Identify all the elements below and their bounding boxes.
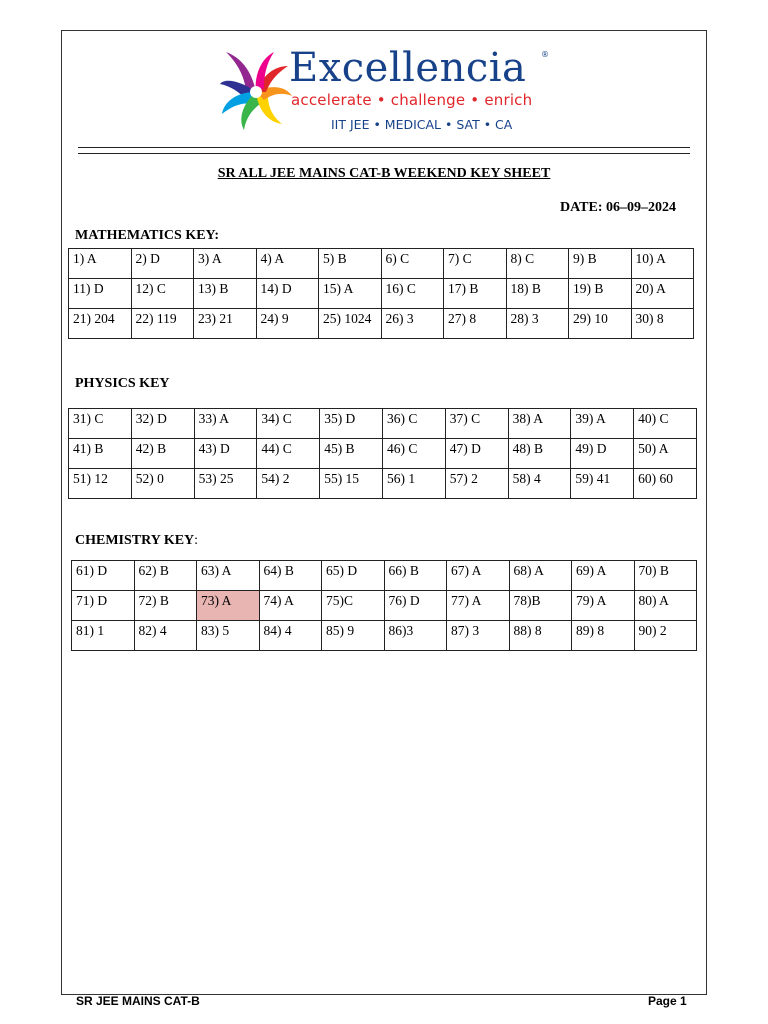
separator-rule	[78, 147, 690, 154]
mathematics-key-table	[68, 248, 694, 339]
answer-cell: 46) C	[382, 439, 445, 469]
answer-cell: 70) B	[634, 561, 697, 591]
answer-cell: 35) D	[320, 409, 383, 439]
answer-cell: 45) B	[320, 439, 383, 469]
answer-cell: 31) C	[69, 409, 132, 439]
answer-cell: 43) D	[194, 439, 257, 469]
answer-cell: 47) D	[445, 439, 508, 469]
registered-mark: ®	[541, 50, 549, 59]
brand-name: Excellencia	[289, 45, 527, 91]
answer-cell: 54) 2	[257, 469, 320, 499]
table-row	[72, 561, 697, 591]
answer-cell: 16) C	[381, 279, 444, 309]
answer-cell: 58) 4	[508, 469, 571, 499]
answer-cell: 89) 8	[572, 621, 635, 651]
footer-page-number: Page 1	[648, 994, 687, 1008]
answer-cell: 37) C	[445, 409, 508, 439]
answer-cell: 26) 3	[381, 309, 444, 339]
table-row	[72, 621, 697, 651]
answer-cell: 4) A	[256, 249, 319, 279]
answer-cell: 82) 4	[134, 621, 197, 651]
answer-cell: 52) 0	[131, 469, 194, 499]
physics-heading	[75, 376, 170, 392]
answer-cell: 55) 15	[320, 469, 383, 499]
answer-cell: 50) A	[634, 439, 697, 469]
answer-cell: 27) 8	[444, 309, 507, 339]
footer-left: SR JEE MAINS CAT-B	[76, 994, 200, 1008]
mathematics-heading-text: MATHEMATICS KEY:	[75, 228, 220, 243]
answer-cell: 72) B	[134, 591, 197, 621]
answer-cell: 83) 5	[197, 621, 260, 651]
chemistry-heading	[75, 533, 198, 549]
answer-cell: 49) D	[571, 439, 634, 469]
answer-cell: 36) C	[382, 409, 445, 439]
answer-cell: 21) 204	[69, 309, 132, 339]
answer-cell: 32) D	[131, 409, 194, 439]
answer-cell: 7) C	[444, 249, 507, 279]
answer-cell: 23) 21	[194, 309, 257, 339]
answer-cell: 14) D	[256, 279, 319, 309]
table-row	[69, 439, 697, 469]
answer-cell: 40) C	[634, 409, 697, 439]
answer-cell: 9) B	[569, 249, 632, 279]
answer-cell: 41) B	[69, 439, 132, 469]
answer-cell: 51) 12	[69, 469, 132, 499]
answer-cell: 6) C	[381, 249, 444, 279]
physics-key-table	[68, 408, 697, 499]
answer-cell: 8) C	[506, 249, 569, 279]
answer-cell: 1) A	[69, 249, 132, 279]
table-row	[69, 279, 694, 309]
answer-cell: 60) 60	[634, 469, 697, 499]
answer-cell: 5) B	[319, 249, 382, 279]
table-row	[69, 309, 694, 339]
answer-cell: 80) A	[634, 591, 697, 621]
answer-cell: 44) C	[257, 439, 320, 469]
answer-cell: 62) B	[134, 561, 197, 591]
mathematics-heading	[75, 228, 219, 244]
answer-cell: 76) D	[384, 591, 447, 621]
answer-cell: 12) C	[131, 279, 194, 309]
answer-cell: 74) A	[259, 591, 322, 621]
chemistry-heading-text: CHEMISTRY KEY	[75, 533, 195, 548]
answer-cell: 68) A	[509, 561, 572, 591]
answer-cell: 24) 9	[256, 309, 319, 339]
answer-cell: 90) 2	[634, 621, 697, 651]
answer-cell: 56) 1	[382, 469, 445, 499]
answer-cell: 29) 10	[569, 309, 632, 339]
table-row	[69, 469, 697, 499]
answer-cell: 38) A	[508, 409, 571, 439]
answer-cell: 13) B	[194, 279, 257, 309]
document-date: DATE: 06–09–2024	[560, 200, 677, 215]
answer-cell: 10) A	[631, 249, 694, 279]
answer-cell: 19) B	[569, 279, 632, 309]
answer-cell: 34) C	[257, 409, 320, 439]
answer-cell: 77) A	[447, 591, 510, 621]
answer-cell: 25) 1024	[319, 309, 382, 339]
answer-cell: 88) 8	[509, 621, 572, 651]
brand-tagline: accelerate • challenge • enrich	[291, 91, 533, 109]
answer-cell: 53) 25	[194, 469, 257, 499]
chemistry-key-table	[71, 560, 697, 651]
answer-cell: 33) A	[194, 409, 257, 439]
answer-cell: 79) A	[572, 591, 635, 621]
answer-cell: 18) B	[506, 279, 569, 309]
answer-cell: 22) 119	[131, 309, 194, 339]
answer-cell: 15) A	[319, 279, 382, 309]
answer-cell: 17) B	[444, 279, 507, 309]
brand-programs: IIT JEE • MEDICAL • SAT • CA	[331, 117, 513, 132]
answer-cell: 71) D	[72, 591, 135, 621]
table-row	[69, 249, 694, 279]
answer-cell: 84) 4	[259, 621, 322, 651]
answer-cell-highlighted: 73) A	[197, 591, 260, 621]
answer-cell: 81) 1	[72, 621, 135, 651]
answer-cell: 59) 41	[571, 469, 634, 499]
document-title: SR ALL JEE MAINS CAT-B WEEKEND KEY SHEET	[217, 166, 551, 181]
answer-cell: 66) B	[384, 561, 447, 591]
table-row	[72, 591, 697, 621]
answer-cell: 2) D	[131, 249, 194, 279]
excellencia-logo	[219, 44, 549, 136]
answer-cell: 42) B	[131, 439, 194, 469]
answer-cell: 48) B	[508, 439, 571, 469]
answer-cell: 64) B	[259, 561, 322, 591]
physics-heading-text: PHYSICS KEY	[75, 376, 170, 391]
answer-cell: 20) A	[631, 279, 694, 309]
answer-cell: 78)B	[509, 591, 572, 621]
answer-cell: 57) 2	[445, 469, 508, 499]
answer-cell: 30) 8	[631, 309, 694, 339]
answer-cell: 86)3	[384, 621, 447, 651]
answer-cell: 11) D	[69, 279, 132, 309]
answer-cell: 3) A	[194, 249, 257, 279]
answer-cell: 67) A	[447, 561, 510, 591]
answer-cell: 75)C	[322, 591, 385, 621]
answer-cell: 28) 3	[506, 309, 569, 339]
answer-cell: 65) D	[322, 561, 385, 591]
answer-cell: 85) 9	[322, 621, 385, 651]
answer-cell: 69) A	[572, 561, 635, 591]
answer-cell: 61) D	[72, 561, 135, 591]
table-row	[69, 409, 697, 439]
answer-cell: 39) A	[571, 409, 634, 439]
chemistry-heading-colon: :	[194, 533, 199, 548]
answer-cell: 63) A	[197, 561, 260, 591]
answer-cell: 87) 3	[447, 621, 510, 651]
swirl-logo-icon	[219, 44, 293, 136]
